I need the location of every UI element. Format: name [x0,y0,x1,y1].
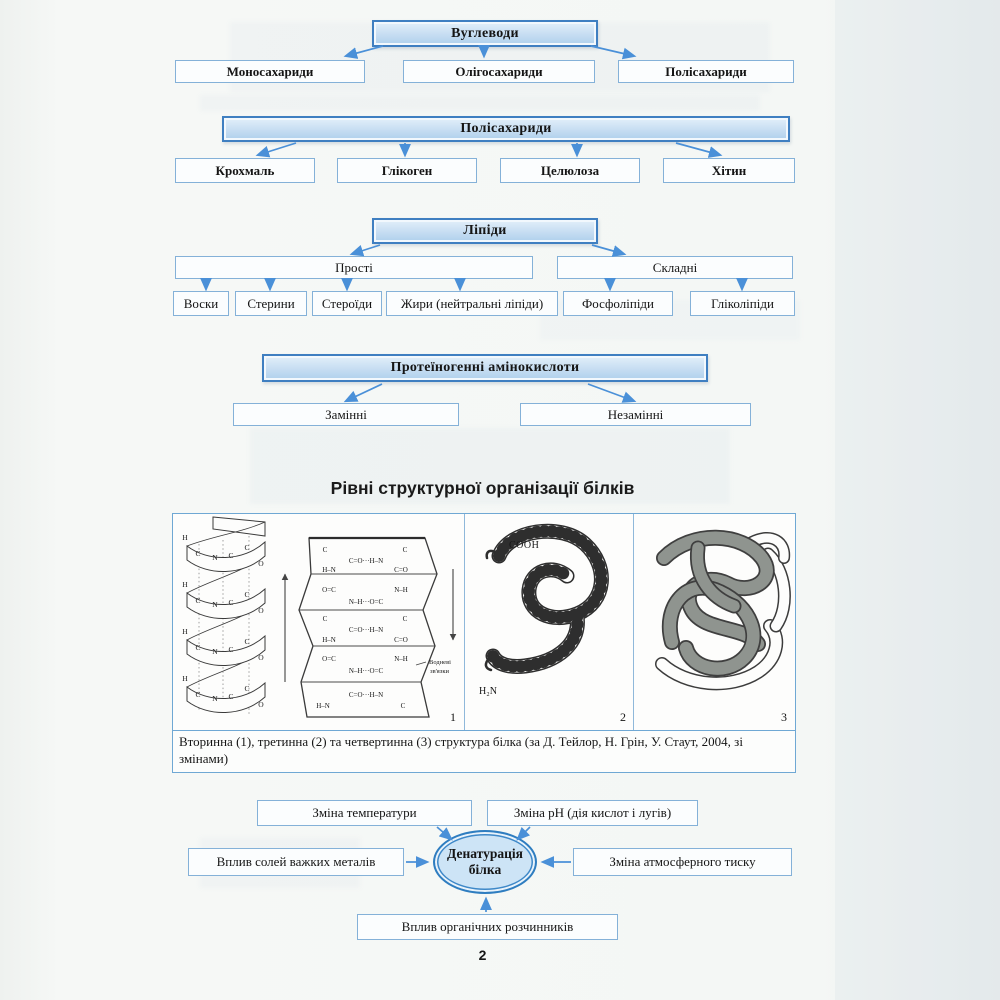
svg-text:C: C [322,546,328,554]
lipids-child-box [386,291,558,316]
figure-caption: Вторинна (1), третинна (2) та четвертинна (3) структура білка (за Д. Тейлор, Н. Грін, У. Стаут, 2004, зі змінами) [173,730,795,772]
svg-text:H–N: H–N [316,702,330,710]
lipids-child-box [235,291,307,316]
arrow [518,827,530,839]
svg-text:C: C [228,645,234,654]
alpha-helix-drawing [187,517,265,714]
page-number: 2 [478,947,487,963]
svg-text:C: C [195,643,201,652]
lipids-child-label: Стероїди [321,295,373,311]
svg-text:H–N: H–N [322,636,336,644]
arrow [592,245,624,254]
terminus-label-h2n: H₂N [479,686,497,697]
denaturation-factor-box [257,800,472,826]
svg-text:C: C [402,615,408,623]
hydrogen-bonds-label: Водневі [429,659,451,666]
polysaccharides-child-label: Целюлоза [540,162,600,178]
carbohydrates-child-label: Моносахариди [226,63,314,79]
lipids-child-label: Гліколіпіди [711,295,774,311]
svg-text:C=O: C=O [394,566,408,574]
polysaccharides-child-box [663,158,795,183]
lipids-group-label: Складні [652,259,698,275]
amino-acids-root-box [262,354,708,382]
svg-text:C: C [400,702,406,710]
figure-panels [173,514,795,730]
svg-text:N: N [212,600,218,609]
svg-text:O: O [258,606,264,615]
polysaccharides-child-label: Глікоген [381,162,433,178]
polysaccharides-child-label: Хітин [711,162,747,178]
quaternary-tubes [662,538,784,684]
denaturation-factor-label: Зміна атмосферного тиску [609,854,756,870]
lipids-root-label: Ліпіди [463,223,507,238]
scan-edge-shade [835,0,1000,1000]
arrow [346,384,382,401]
denaturation-factor-box [487,800,698,826]
polysaccharides-child-label: Крохмаль [215,162,275,178]
svg-text:O=C: O=C [322,586,336,594]
panel-quaternary-structure [633,514,795,730]
carbohydrates-child-label: Полісахариди [665,63,747,79]
denaturation-label-line2: білка [468,862,502,877]
svg-text:C=O: C=O [394,636,408,644]
arrow [588,384,634,401]
panel-number: 2 [620,710,626,724]
denaturation-factor-label: Вплив органічних розчинників [401,919,574,935]
quaternary-structure-drawing [634,514,795,730]
lipids-child-label: Стерини [247,295,295,311]
svg-text:N–H: N–H [394,655,408,663]
svg-text:C: C [195,596,201,605]
svg-text:O: O [258,653,264,662]
arrow [676,143,720,155]
svg-text:N–H···O=C: N–H···O=C [348,667,384,675]
lipids-group-box [175,256,533,279]
svg-text:N–H: N–H [394,586,408,594]
arrow [591,46,634,56]
svg-text:H: H [182,627,188,636]
polysaccharides-root-label: Полісахариди [460,121,552,136]
arrow [346,46,383,56]
amino-acids-child-box [520,403,751,426]
carbohydrates-root-label: Вуглеводи [451,25,519,41]
svg-text:C: C [195,549,201,558]
secondary-structure-drawing [173,514,464,730]
arrow [437,827,451,839]
amino-acids-child-label: Незамінні [607,406,664,422]
svg-text:C: C [244,637,250,646]
lipids-child-label: Воски [183,295,219,311]
denaturation-ellipse [433,830,537,894]
lipids-child-label: Жири (нейтральні ліпіди) [400,295,544,311]
terminus-label-cooh: COOH [509,540,540,551]
svg-text:H: H [182,533,188,542]
panel-number: 1 [450,710,456,724]
denaturation-factor-box [573,848,792,876]
carbohydrates-child-box [175,60,365,83]
denaturation-factor-label: Зміна температури [312,805,417,821]
svg-text:C: C [322,615,328,623]
svg-text:C: C [228,551,234,560]
lipids-child-box [173,291,229,316]
arrow [258,143,296,155]
svg-text:C: C [244,590,250,599]
polysaccharides-root-box [222,116,790,142]
svg-text:H: H [182,580,188,589]
svg-text:C: C [228,692,234,701]
denaturation-factor-box [188,848,404,876]
polysaccharides-child-box [500,158,640,183]
svg-text:C: C [195,690,201,699]
svg-text:O: O [258,559,264,568]
polysaccharides-child-box [337,158,477,183]
panel-tertiary-structure [464,514,633,730]
protein-structure-figure [172,513,796,773]
panel-secondary-structure [173,514,464,730]
denaturation-factor-box [357,914,618,940]
svg-text:C=O···H–N: C=O···H–N [348,691,384,699]
svg-text:H–N: H–N [322,566,336,574]
lipids-child-label: Фосфоліпіди [581,295,654,311]
carbohydrates-child-label: Олігосахариди [455,63,543,79]
hydrogen-bonds-label: зв'язки [430,668,450,675]
lipids-group-label: Прості [335,259,373,275]
svg-text:N–H···O=C: N–H···O=C [348,598,384,606]
svg-text:N: N [212,694,218,703]
svg-text:H: H [182,674,188,683]
carbohydrates-child-box [618,60,794,83]
denaturation-factor-label: Зміна pH (дія кислот і лугів) [513,805,672,821]
svg-text:O: O [258,700,264,709]
lipids-child-box [563,291,673,316]
protein-figure-heading: Рівні структурної організації білків [330,478,635,498]
carbohydrates-child-box [403,60,595,83]
lipids-root-box [372,218,598,244]
denaturation-factor-label: Вплив солей важких металів [216,854,376,870]
lipids-group-box [557,256,793,279]
amino-acids-root-label: Протеїногенні амінокислоти [390,360,580,375]
carbohydrates-root-box [372,20,598,47]
panel-number: 3 [781,710,787,724]
svg-text:C: C [228,598,234,607]
svg-text:C: C [244,543,250,552]
lipids-child-box [312,291,382,316]
lipids-child-box [690,291,795,316]
polysaccharides-child-box [175,158,315,183]
amino-acids-child-label: Замінні [325,406,367,422]
svg-text:N: N [212,647,218,656]
bleedthrough-ghost [200,95,760,111]
tertiary-tube [486,531,602,670]
arrow [352,245,380,254]
svg-text:C: C [402,546,408,554]
svg-text:O=C: O=C [322,655,336,663]
denaturation-label-line1: Денатурація [447,845,523,861]
tertiary-structure-drawing [465,514,633,730]
amino-acids-child-box [233,403,459,426]
svg-text:C: C [244,684,250,693]
svg-text:N: N [212,553,218,562]
svg-text:C=O···H–N: C=O···H–N [348,626,384,634]
svg-text:C=O···H–N: C=O···H–N [348,557,384,565]
